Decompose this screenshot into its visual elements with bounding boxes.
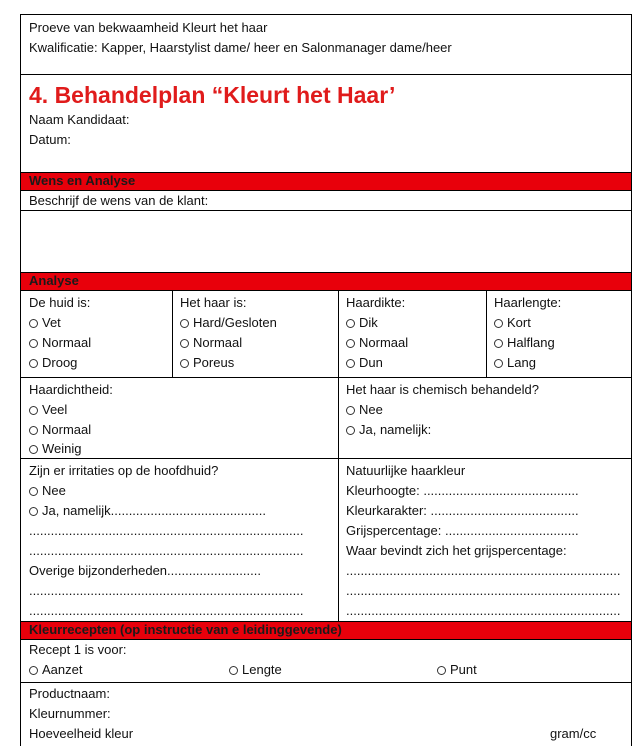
radio-circle-icon: [180, 359, 189, 368]
wens-prompt-label: Beschrijf de wens van de klant:: [29, 193, 209, 208]
section-bar-recept: [21, 622, 631, 640]
chemisch-label: Het haar is chemisch behandeld?: [346, 382, 539, 397]
radio-recept-lengte[interactable]: [229, 661, 282, 679]
divider: [338, 378, 339, 458]
option-label: Normaal: [42, 335, 92, 350]
option-label: Poreus: [193, 355, 235, 370]
dikte-label: Haardikte:: [346, 295, 406, 310]
radio-haar-normaal[interactable]: [180, 334, 242, 352]
radio-circle-icon: [29, 319, 38, 328]
option-label: Dun: [359, 355, 383, 370]
kleurnummer-field[interactable]: Kleurnummer:: [29, 706, 111, 721]
grijspercentage-field[interactable]: Grijspercentage: .....................................: [346, 523, 579, 538]
irritaties-dotted-line-1[interactable]: ............................................................................: [29, 523, 304, 538]
option-label: Weinig: [42, 441, 82, 456]
option-label: Droog: [42, 355, 78, 370]
overige-bijzonderheden-field[interactable]: Overige bijzonderheden..........................: [29, 563, 261, 578]
option-label: Nee: [42, 483, 66, 498]
header-section: [21, 15, 631, 75]
radio-haar-poreus[interactable]: [180, 354, 234, 372]
radio-lengte-kort[interactable]: [494, 314, 531, 332]
radio-dichtheid-veel[interactable]: [29, 401, 67, 419]
option-label: Lengte: [242, 662, 282, 677]
option-label: Ja, namelijk:: [359, 422, 432, 437]
option-label: Dik: [359, 315, 378, 330]
radio-circle-icon: [180, 319, 189, 328]
section-bar-wens: [21, 173, 631, 191]
option-label: Halflang: [507, 335, 555, 350]
section-bar-recept-label: Kleurrecepten (op instructie van e leidinggevende): [29, 622, 342, 637]
radio-circle-icon: [29, 406, 38, 415]
radio-circle-icon: [494, 319, 503, 328]
option-label: Ja, namelijk...........................................: [42, 503, 266, 518]
option-label: Aanzet: [42, 662, 83, 677]
divider: [338, 459, 339, 621]
option-label: Vet: [42, 315, 61, 330]
section-bar-wens-label: Wens en Analyse: [29, 173, 136, 188]
divider: [486, 291, 487, 377]
naam-kandidaat-label: Naam Kandidaat:: [29, 112, 130, 127]
lengte-label: Haarlengte:: [494, 295, 562, 310]
radio-circle-icon: [229, 666, 238, 675]
radio-dichtheid-weinig[interactable]: [29, 440, 82, 458]
divider: [338, 291, 339, 377]
radio-circle-icon: [494, 339, 503, 348]
kleurhoogte-field[interactable]: Kleurhoogte: ...........................................: [346, 483, 579, 498]
product-row: [21, 683, 631, 747]
radio-lengte-halflang[interactable]: [494, 334, 555, 352]
productnaam-field[interactable]: Productnaam:: [29, 686, 110, 701]
radio-haar-hard[interactable]: [180, 314, 277, 332]
analyse-grid-row-1: [21, 291, 631, 378]
option-label: Normaal: [42, 422, 92, 437]
divider: [172, 291, 173, 377]
wens-prompt-row: [21, 191, 631, 211]
option-label: Kort: [507, 315, 531, 330]
form-sheet: [20, 14, 632, 746]
grijs-dotted-line-3[interactable]: ............................................................................: [346, 603, 621, 618]
page-title: 4. Behandelplan “Kleurt het Haar’: [29, 82, 396, 108]
radio-irritaties-nee[interactable]: [29, 482, 66, 500]
overige-dotted-line-1[interactable]: ............................................................................: [29, 583, 304, 598]
radio-circle-icon: [180, 339, 189, 348]
option-label: Punt: [450, 662, 477, 677]
option-label: Hard/Gesloten: [193, 315, 277, 330]
radio-circle-icon: [29, 339, 38, 348]
hoeveelheid-kleur-field[interactable]: Hoeveelheid kleur: [29, 726, 134, 741]
dichtheid-label: Haardichtheid:: [29, 382, 113, 397]
section-bar-analyse: [21, 273, 631, 291]
irritaties-label: Zijn er irritaties op de hoofdhuid?: [29, 463, 219, 478]
option-label: Normaal: [359, 335, 409, 350]
radio-circle-icon: [346, 319, 355, 328]
radio-dikte-dik[interactable]: [346, 314, 378, 332]
radio-circle-icon: [437, 666, 446, 675]
wens-answer-field[interactable]: [21, 211, 631, 273]
radio-chemisch-ja[interactable]: [346, 421, 431, 439]
huid-label: De huid is:: [29, 295, 91, 310]
haar-label: Het haar is:: [180, 295, 247, 310]
analyse-grid-row-2: [21, 378, 631, 459]
kleurkarakter-field[interactable]: Kleurkarakter: .........................................: [346, 503, 579, 518]
grijs-dotted-line-2[interactable]: ............................................................................: [346, 583, 621, 598]
radio-circle-icon: [346, 359, 355, 368]
unit-label: gram/cc: [550, 726, 597, 741]
overige-dotted-line-2[interactable]: ............................................................................: [29, 603, 304, 618]
recept-row: [21, 640, 631, 683]
header-line-2: Kwalificatie: Kapper, Haarstylist dame/ heer en Salonmanager dame/heer: [29, 40, 452, 55]
title-section: [21, 75, 631, 173]
radio-circle-icon: [29, 426, 38, 435]
datum-label: Datum:: [29, 132, 71, 147]
radio-circle-icon: [29, 487, 38, 496]
option-label: Lang: [507, 355, 536, 370]
radio-circle-icon: [346, 406, 355, 415]
section-bar-analyse-label: Analyse: [29, 273, 79, 288]
option-label: Veel: [42, 402, 68, 417]
radio-circle-icon: [346, 339, 355, 348]
header-line-1: Proeve van bekwaamheid Kleurt het haar: [29, 20, 268, 35]
radio-circle-icon: [29, 507, 38, 516]
radio-lengte-lang[interactable]: [494, 354, 536, 372]
option-label: Normaal: [193, 335, 243, 350]
radio-circle-icon: [29, 445, 38, 454]
radio-dikte-dun[interactable]: [346, 354, 383, 372]
radio-huid-normaal[interactable]: [29, 334, 91, 352]
radio-recept-punt[interactable]: [437, 661, 477, 679]
radio-circle-icon: [494, 359, 503, 368]
radio-circle-icon: [346, 426, 355, 435]
radio-irritaties-ja[interactable]: [29, 502, 266, 520]
radio-circle-icon: [29, 359, 38, 368]
radio-huid-droog[interactable]: [29, 354, 77, 372]
radio-huid-vet[interactable]: [29, 314, 61, 332]
grijs-dotted-line-1[interactable]: ............................................................................: [346, 563, 621, 578]
recept-label: Recept 1 is voor:: [29, 642, 127, 657]
radio-dikte-normaal[interactable]: [346, 334, 408, 352]
grijs-locatie-label: Waar bevindt zich het grijspercentage:: [346, 543, 567, 558]
radio-recept-aanzet[interactable]: [29, 661, 82, 679]
analyse-grid-row-3: [21, 459, 631, 622]
irritaties-dotted-line-2[interactable]: ............................................................................: [29, 543, 304, 558]
radio-circle-icon: [29, 666, 38, 675]
option-label: Nee: [359, 402, 383, 417]
radio-chemisch-nee[interactable]: [346, 401, 383, 419]
natuurlijke-haarkleur-label: Natuurlijke haarkleur: [346, 463, 466, 478]
radio-dichtheid-normaal[interactable]: [29, 421, 91, 439]
